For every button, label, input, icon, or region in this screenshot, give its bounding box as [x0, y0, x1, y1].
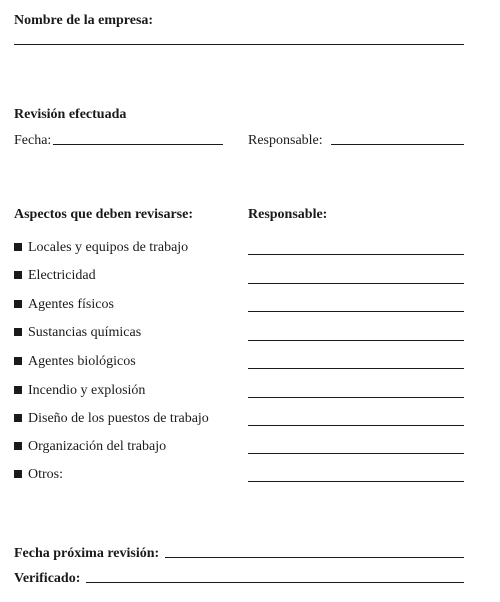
aspects-heading: Aspectos que deben revisarse: — [14, 207, 194, 222]
verified-field[interactable] — [86, 582, 464, 583]
company-name-label: Nombre de la empresa: — [14, 13, 154, 28]
aspect-item-label: Sustancias químicas — [28, 325, 142, 340]
square-bullet-icon — [14, 300, 22, 308]
square-bullet-icon — [14, 243, 22, 251]
aspect-item-label: Otros: — [28, 467, 63, 482]
square-bullet-icon — [14, 414, 22, 422]
aspect-item — [14, 240, 188, 256]
company-name-field[interactable] — [14, 44, 464, 45]
aspect-responsible-field[interactable] — [248, 254, 464, 255]
square-bullet-icon — [14, 271, 22, 279]
square-bullet-icon — [14, 470, 22, 478]
aspect-responsible-field[interactable] — [248, 425, 464, 426]
aspect-responsible-field[interactable] — [248, 311, 464, 312]
aspect-item — [14, 439, 166, 455]
review-responsible-field[interactable] — [331, 144, 464, 145]
aspect-responsible-field[interactable] — [248, 481, 464, 482]
aspect-item-label: Electricidad — [28, 268, 96, 283]
aspect-item — [14, 325, 141, 341]
review-date-field[interactable] — [53, 144, 223, 145]
aspect-item-label: Locales y equipos de trabajo — [28, 240, 189, 255]
verified-label: Verificado: — [14, 571, 81, 586]
aspect-item — [14, 268, 96, 284]
aspect-item-label: Agentes físicos — [28, 297, 114, 312]
aspect-item — [14, 354, 136, 370]
aspect-item — [14, 411, 209, 427]
aspect-item-label: Incendio y explosión — [28, 383, 146, 398]
aspect-responsible-field[interactable] — [248, 368, 464, 369]
aspect-item — [14, 467, 63, 483]
review-heading: Revisión efectuada — [14, 107, 127, 122]
review-responsible-label: Responsable: — [248, 133, 323, 148]
aspect-item-label: Organización del trabajo — [28, 439, 167, 454]
aspect-responsible-field[interactable] — [248, 453, 464, 454]
square-bullet-icon — [14, 328, 22, 336]
square-bullet-icon — [14, 442, 22, 450]
aspect-item — [14, 297, 114, 313]
aspect-item-label: Diseño de los puestos de trabajo — [28, 411, 209, 426]
square-bullet-icon — [14, 357, 22, 365]
aspect-responsible-field[interactable] — [248, 397, 464, 398]
square-bullet-icon — [14, 386, 22, 394]
aspect-responsible-field[interactable] — [248, 283, 464, 284]
aspect-responsible-field[interactable] — [248, 340, 464, 341]
review-date-label: Fecha: — [14, 133, 52, 148]
aspect-item-label: Agentes biológicos — [28, 354, 136, 369]
next-review-field[interactable] — [165, 557, 464, 558]
next-review-label: Fecha próxima revisión: — [14, 546, 160, 561]
aspect-item — [14, 383, 145, 399]
aspects-responsible-heading: Responsable: — [248, 207, 328, 222]
